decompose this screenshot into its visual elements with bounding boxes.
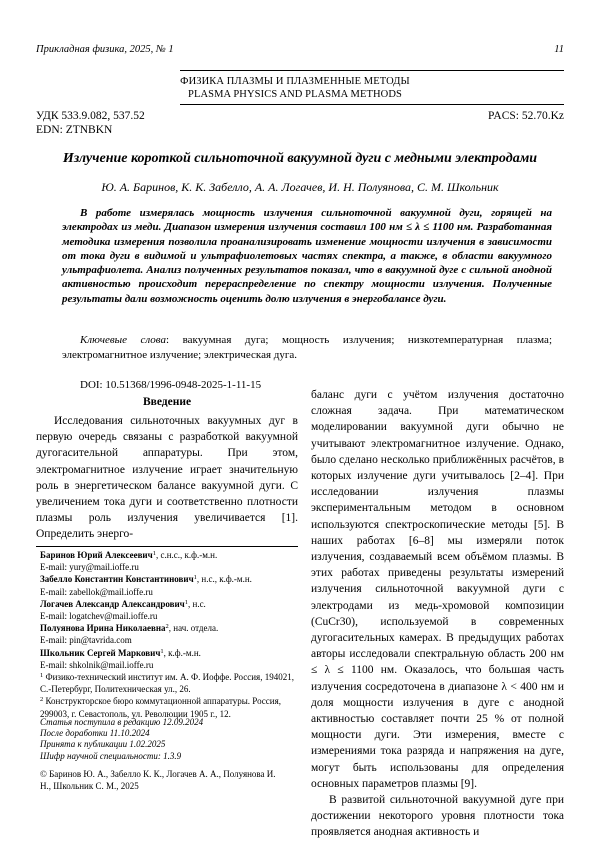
- journal-running-header: Прикладная физика, 2025, № 1: [36, 44, 174, 55]
- footnote-rule: [36, 546, 298, 547]
- author-4-email: E-mail: pin@tavrida.com: [40, 635, 132, 646]
- author-4: Полуянова Ирина Николаевна$^2$, нач. отдела.: [40, 623, 219, 634]
- date-accepted: Принята к публикации 1.02.2025: [40, 739, 166, 750]
- section-label-en: PLASMA PHYSICS AND PLASMA METHODS: [188, 89, 402, 100]
- edn-code: EDN: ZTNBKN: [36, 124, 113, 136]
- right-column-text: [311, 387, 564, 841]
- keywords: [62, 333, 552, 362]
- abstract: [62, 206, 552, 306]
- author-5: Школьник Сергей Маркович$^1$, к.ф.-м.н.: [40, 647, 201, 658]
- copyright: © Баринов Ю. А., Забелло К. К., Логачев А. А., Полуянова И. Н., Школьник С. М., 2025: [40, 769, 276, 791]
- keywords-text: : вакуумная дуга; мощность излучения; низкотемпературная плазма; электромагнитное излучение; электрическая дуга.: [62, 334, 552, 361]
- intro-heading: Введение: [142, 396, 192, 408]
- author-1-email: E-mail: yury@mail.ioffe.ru: [40, 562, 139, 573]
- author-1: Баринов Юрий Алексеевич$^1$, с.н.с., к.ф.-м.н.: [40, 550, 218, 560]
- author-2: Забелло Константин Константинович$^1$, н.с., к.ф.-м.н.: [40, 574, 252, 585]
- specialty-code: Шифр научной специальности: 1.3.9: [40, 750, 182, 761]
- author-3: Логачев Александр Александрович$^1$, н.с.: [40, 598, 206, 609]
- paper-title: Излучение короткой сильноточной вакуумной дуги с медными электродами: [62, 151, 538, 166]
- section-rule-bottom: [180, 104, 564, 105]
- section-label-ru: ФИЗИКА ПЛАЗМЫ И ПЛАЗМЕННЫЕ МЕТОДЫ: [180, 76, 410, 87]
- abstract-text: В работе измерялась мощность излучения сильноточной вакуумной дуги, горящей на электродах из меди. Диапазон измерения излучения составил 100 нм ≤ λ ≤ 1100 нм. Разработанная методика измерения позволила проанализировать изменение мощности излучения в зависимости от тока дуги в видимой и ультрафиолетовых частях спектра, а также, в области вакуумного ультрафиолета. Анализ полученных результатов показал, что в вакуумной дуге с сильной анодной активностью происходит перераспределение по спектру мощности излучения. Полученные результаты дали возможность оценить долю излучения в энергобалансе дуги.: [62, 207, 552, 305]
- page-number: 11: [554, 44, 564, 55]
- right-paragraph-2: В развитой сильноточной вакуумной дуге при достижении некоторого уровня плотности тока проявляется анодная активность и: [311, 794, 564, 839]
- right-paragraph-1: баланс дуги с учётом излучения достаточно сложная задача. При математическом моделировании вакуумной дуги обычно не учитывают электромагнитное излучение. Однако, было сделано несколько приближённых расчётов, в которых излучение дуги учитывалось [2–4]. При исследовании излучения плазмы экспериментальным методом в основном используются спектроскопические методы [5]. В наших работах [6–8] мы измеряли поток излучения, создаваемый всем объёмом плазмы. В этих работах приведены результаты измерений излучения сильноточной вакуумной дуги с электродами из медь-хромовой композиции (CuCr30), используемой в современных дугогасительных камерах. В предыдущих работах авторы исследовали спектральную область 200 нм ≤ λ ≤ 1100 нм. Оказалось, что большая часть излучения сосредоточена в диапазоне λ < 400 нм и доля мощности излучения в дуге с анодной активностью составляет почти 25 % от полной мощности дуги. Эти измерения, вместе с измерениями тока разряда и напряжения на дуге, могут быть использованы для определения основных параметров плазмы [9].: [311, 389, 564, 790]
- author-affiliations: [40, 549, 298, 720]
- keywords-label: Ключевые слова: [80, 334, 167, 346]
- institution-2: $^2$ Конструкторское бюро коммутационной аппаратуры. Россия, 299003, г. Севастополь, ул. Революции 1905 г., 12.: [40, 696, 282, 719]
- author-5-email: E-mail: shkolnik@mail.ioffe.ru: [40, 659, 154, 670]
- section-rule-top: [180, 70, 564, 71]
- author-list: Ю. А. Баринов, К. К. Забелло, А. А. Логачев, И. Н. Полуянова, С. М. Школьник: [101, 180, 499, 194]
- section-label: [180, 75, 410, 101]
- pacs-code: PACS: 52.70.Kz: [488, 110, 564, 122]
- intro-paragraph: Исследования сильноточных вакуумных дуг в первую очередь связаны с разработкой вакуумной дугогасительной аппаратуры. При этом, электромагнитное излучение играет значительную роль в энергетическом балансе вакуумной дуги. С увеличением тока дуги и соответственно плотности плазмы роль излучения увеличивается [1]. Определить энерго-: [36, 415, 298, 541]
- date-revised: После доработки 11.10.2024: [40, 728, 150, 739]
- institution-1: $^1$ Физико-технический институт им. А. Ф. Иоффе. Россия, 194021, С.-Петербург, Политехническая ул., 26.: [40, 672, 294, 695]
- udk-code: УДК 533.9.082, 537.52: [36, 110, 145, 122]
- author-2-email: E-mail: zabellok@mail.ioffe.ru: [40, 586, 153, 597]
- article-dates: [40, 717, 298, 762]
- author-3-email: E-mail: logatchev@mail.ioffe.ru: [40, 611, 158, 622]
- doi: DOI: 10.51368/1996-0948-2025-1-11-15: [80, 379, 262, 391]
- left-column-text: [36, 413, 298, 543]
- date-received: Статья поступила в редакцию 12.09.2024: [40, 717, 204, 727]
